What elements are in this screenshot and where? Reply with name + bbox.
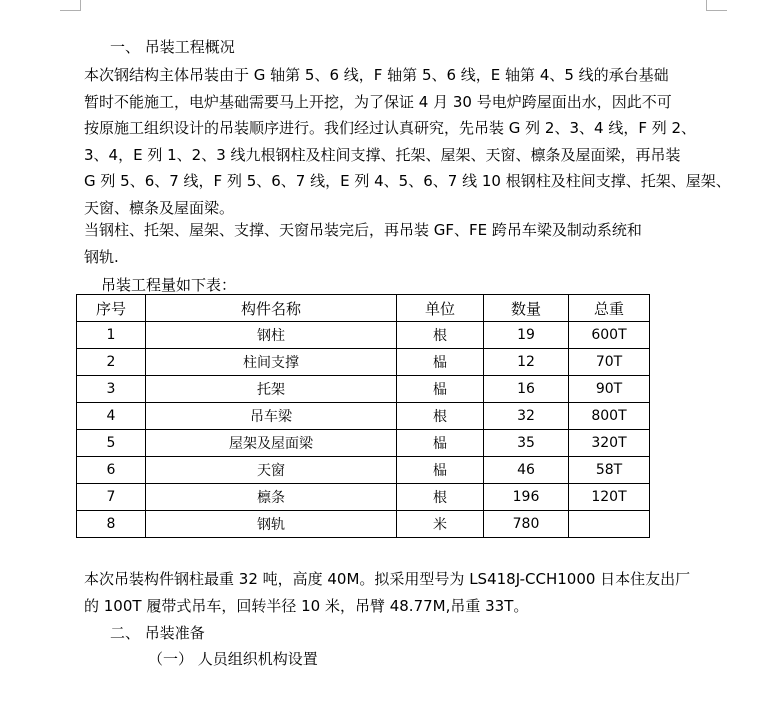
cell-name: 屋架及屋面梁 <box>146 430 397 457</box>
cell-no: 3 <box>77 376 146 403</box>
cell-name: 钢轨 <box>146 511 397 538</box>
cell-no: 1 <box>77 322 146 349</box>
cell-weight <box>569 511 650 538</box>
cell-name: 托架 <box>146 376 397 403</box>
crop-mark-top-left <box>60 0 81 11</box>
table-row <box>77 403 650 430</box>
table-row <box>77 322 650 349</box>
cell-qty: 196 <box>484 484 569 511</box>
table-row <box>77 457 650 484</box>
header-unit: 单位 <box>397 295 484 322</box>
cell-weight: 600T <box>569 322 650 349</box>
paragraph-line: 的 100T 履带式吊车，回转半径 10 米，吊臂 48.77M,吊重 33T。 <box>84 596 529 615</box>
paragraph-line: G 列 5、6、7 线，F 列 5、6、7 线，E 列 4、5、6、7 线 10 根钢柱及柱间支撑、托架、屋架、 <box>84 172 731 190</box>
cell-qty: 16 <box>484 376 569 403</box>
cell-unit: 根 <box>397 484 484 511</box>
table-row <box>77 511 650 538</box>
cell-name: 檩条 <box>146 484 397 511</box>
paragraph-sequence <box>84 217 714 270</box>
cell-unit: 根 <box>397 403 484 430</box>
paragraph-line: 天窗、檩条及屋面梁。 <box>84 198 235 217</box>
header-qty: 数量 <box>484 295 569 322</box>
cell-qty: 780 <box>484 511 569 538</box>
cell-unit: 榀 <box>397 457 484 484</box>
cell-qty: 46 <box>484 457 569 484</box>
paragraph-line: 3、4，E 列 1、2、3 线九根钢柱及柱间支撑、托架、屋架、天窗、檩条及屋面梁，再吊装 <box>84 145 681 164</box>
paragraph-line: 本次钢结构主体吊装由于 G 轴第 5、6 线，F 轴第 5、6 线，E 轴第 4、5 线的承台基础 <box>84 66 669 84</box>
cell-unit: 榀 <box>397 430 484 457</box>
table-row <box>77 430 650 457</box>
cell-weight: 58T <box>569 457 650 484</box>
header-name: 构件名称 <box>146 295 397 322</box>
hoisting-quantity-table <box>76 294 650 538</box>
table-row <box>77 349 650 376</box>
cell-unit: 榀 <box>397 376 484 403</box>
paragraph-overview <box>84 62 731 217</box>
cell-unit: 榀 <box>397 349 484 376</box>
cell-qty: 12 <box>484 349 569 376</box>
cell-name: 天窗 <box>146 457 397 484</box>
cell-no: 2 <box>77 349 146 376</box>
table-row <box>77 376 650 403</box>
section-heading-preparation: 二、 吊装准备 <box>110 624 205 642</box>
cell-weight: 70T <box>569 349 650 376</box>
cell-name: 吊车梁 <box>146 403 397 430</box>
cell-qty: 32 <box>484 403 569 430</box>
cell-qty: 35 <box>484 430 569 457</box>
cell-weight: 800T <box>569 403 650 430</box>
section-heading-overview: 一、 吊装工程概况 <box>110 38 235 56</box>
cell-weight: 320T <box>569 430 650 457</box>
subsection-heading-organization: （一） 人员组织机构设置 <box>148 650 318 668</box>
header-no: 序号 <box>77 295 146 322</box>
cell-name: 柱间支撑 <box>146 349 397 376</box>
cell-qty: 19 <box>484 322 569 349</box>
paragraph-line: 钢轨. <box>84 247 119 266</box>
table-header-row <box>77 295 650 322</box>
cell-unit: 根 <box>397 322 484 349</box>
paragraph-line: 暂时不能施工，电炉基础需要马上开挖，为了保证 4 月 30 号电炉跨屋面出水，因此不可 <box>84 92 672 111</box>
cell-no: 4 <box>77 403 146 430</box>
cell-no: 5 <box>77 430 146 457</box>
paragraph-line: 按原施工组织设计的吊装顺序进行。我们经过认真研究，先吊装 G 列 2、3、4 线，F 列 2、 <box>84 119 697 137</box>
header-weight: 总重 <box>569 295 650 322</box>
cell-weight: 90T <box>569 376 650 403</box>
cell-no: 6 <box>77 457 146 484</box>
cell-unit: 米 <box>397 511 484 538</box>
cell-name: 钢柱 <box>146 322 397 349</box>
cell-no: 8 <box>77 511 146 538</box>
paragraph-crane <box>84 566 690 619</box>
paragraph-line: 当钢柱、托架、屋架、支撑、天窗吊装完后，再吊装 GF、FE 跨吊车梁及制动系统和 <box>84 221 642 239</box>
cell-no: 7 <box>77 484 146 511</box>
cell-weight: 120T <box>569 484 650 511</box>
paragraph-line: 本次吊装构件钢柱最重 32 吨，高度 40M。拟采用型号为 LS418J-CCH1000 日本住友出厂 <box>84 570 691 588</box>
crop-mark-top-right <box>706 0 727 11</box>
table-intro: 吊装工程量如下表： <box>101 276 237 294</box>
table-row <box>77 484 650 511</box>
